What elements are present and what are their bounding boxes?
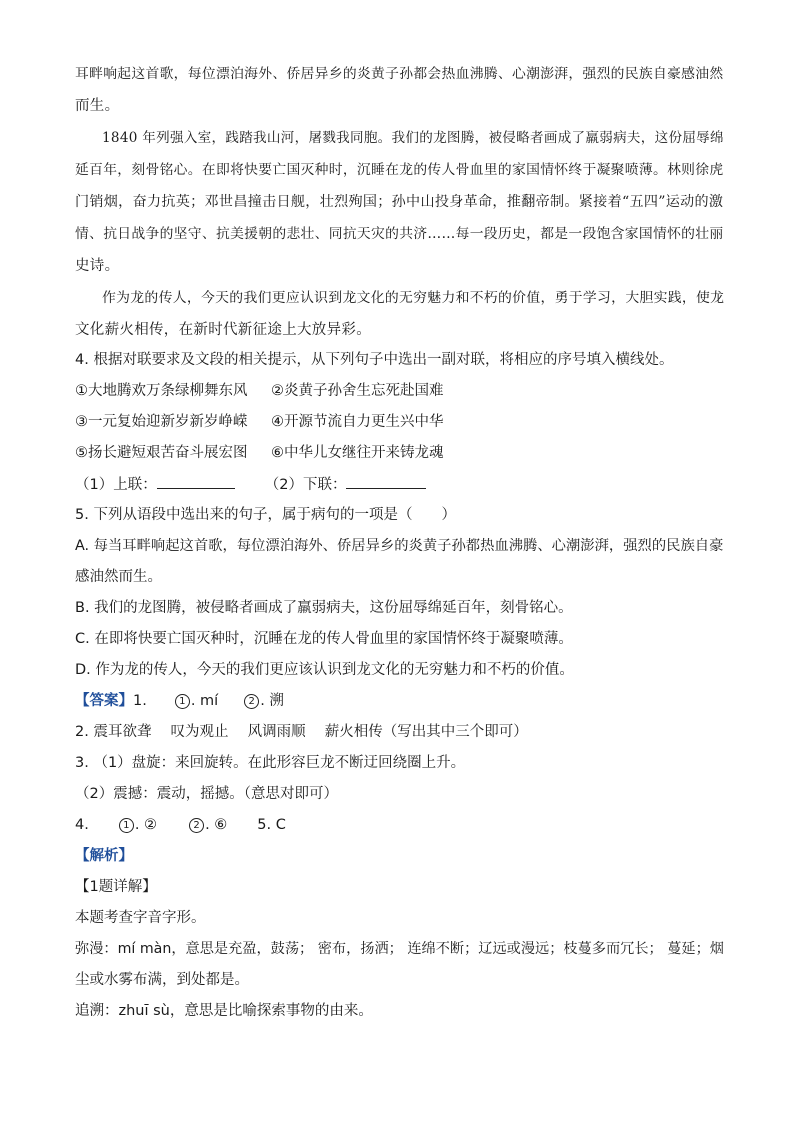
answer-line-3b: （2）震撼：震动，摇撼。（意思对即可） bbox=[75, 786, 338, 802]
q4-option-row bbox=[75, 381, 444, 401]
q4-option: ③一元复始迎新岁新岁峥嵘 bbox=[75, 414, 248, 430]
q4-option-row bbox=[75, 412, 444, 432]
lower-couplet-blank[interactable] bbox=[346, 474, 426, 489]
circled-number: 2 bbox=[189, 818, 204, 833]
passage-line: 1840 年列强入室，践踏我山河，屠戮我同胞。我们的龙图腾，被侵略者画成了羸弱病夫，这份屈辱绵 bbox=[102, 130, 724, 146]
answer-value: . ② bbox=[134, 817, 158, 833]
analysis-miman-cont: 尘或水雾布满，到处都是。 bbox=[75, 972, 249, 988]
q5-option-b: B. 我们的龙图腾，被侵略者画成了羸弱病夫，这份屈辱绵延百年，刻骨铭心。 bbox=[75, 600, 573, 616]
detail-title: 【1题详解】 bbox=[75, 879, 157, 895]
q5-option-a: A. 每当耳畔响起这首歌，每位漂泊海外、侨居异乡的炎黄子孙都热血沸腾、心潮澎湃，强烈的民族自豪 bbox=[75, 538, 724, 554]
analysis-tag: 【解析】 bbox=[75, 848, 133, 864]
question-5-stem: 5. 下列从语段中选出来的句子，属于病句的一项是（ ） bbox=[75, 507, 456, 523]
q4-option: ①大地腾欢万条绿柳舞东风 bbox=[75, 383, 248, 399]
passage-line: 耳畔响起这首歌，每位漂泊海外、侨居异乡的炎黄子孙都会热血沸腾、心潮澎湃，强烈的民族自豪感油然 bbox=[75, 66, 724, 82]
q4-option: ⑥中华儿女继往开来铸龙魂 bbox=[271, 445, 444, 461]
analysis-zhuisu: 追溯：zhuī sù，意思是比喻探索事物的由来。 bbox=[75, 1003, 373, 1019]
passage-line: 门销烟，奋力抗英；邓世昌撞击日舰，壮烈殉国；孙中山投身革命，推翻帝制。紧接着“五四”运动的激 bbox=[75, 194, 724, 210]
lower-couplet-label: （2）下联： bbox=[264, 477, 347, 493]
q5-option-a-cont: 感油然而生。 bbox=[75, 569, 162, 585]
q4-option: ④开源节流自力更生兴中华 bbox=[271, 414, 444, 430]
upper-couplet-blank[interactable] bbox=[157, 474, 235, 489]
q5-option-c: C. 在即将快要亡国灭种时，沉睡在龙的传人骨血里的家国情怀终于凝聚喷薄。 bbox=[75, 631, 573, 647]
answer-value: . mí bbox=[190, 693, 219, 709]
answer-line-1 bbox=[75, 691, 284, 711]
q4-option: ⑤扬长避短艰苦奋斗展宏图 bbox=[75, 445, 248, 461]
answer-value: . 溯 bbox=[260, 693, 284, 709]
circled-number: 1 bbox=[119, 818, 134, 833]
circled-number: 2 bbox=[244, 694, 259, 709]
answer-line-4 bbox=[75, 815, 286, 835]
passage-line: 史诗。 bbox=[75, 258, 120, 274]
upper-couplet-label: （1）上联： bbox=[75, 477, 157, 493]
answer-tag: 【答案】 bbox=[75, 693, 133, 709]
passage-line: 文化薪火相传，在新时代新征途上大放异彩。 bbox=[75, 322, 371, 338]
question-4-stem: 4. 根据对联要求及文段的相关提示，从下列句子中选出一副对联，将相应的序号填入横线处。 bbox=[75, 352, 674, 368]
passage-line: 而生。 bbox=[75, 98, 120, 114]
answer-number: 4. bbox=[75, 817, 89, 833]
circled-number: 1 bbox=[175, 694, 190, 709]
q4-answer-blanks bbox=[75, 474, 426, 495]
answer-line-3: 3. （1）盘旋：来回旋转。在此形容巨龙不断迂回绕圈上升。 bbox=[75, 755, 466, 771]
analysis-miman: 弥漫：mí màn，意思是充盈，鼓荡； 密布，扬洒； 连绵不断；辽远或漫远；枝蔓多而冗长； 蔓延；烟 bbox=[75, 941, 724, 957]
answer-number: 1. bbox=[133, 693, 147, 709]
answer-value: . ⑥ bbox=[205, 817, 228, 833]
analysis-intro: 本题考查字音字形。 bbox=[75, 910, 206, 926]
passage-line: 延百年，刻骨铭心。在即将快要亡国灭种时，沉睡在龙的传人骨血里的家国情怀终于凝聚喷薄。林则徐虎 bbox=[75, 162, 724, 178]
passage-line: 作为龙的传人，今天的我们更应认识到龙文化的无穷魅力和不朽的价值，勇于学习，大胆实践，使龙 bbox=[102, 290, 725, 306]
answer-value: 5. C bbox=[257, 817, 286, 833]
q5-option-d: D. 作为龙的传人，今天的我们更应该认识到龙文化的无穷魅力和不朽的价值。 bbox=[75, 662, 574, 678]
passage-line: 情、抗日战争的坚守、抗美援朝的悲壮、同抗天灾的共济……每一段历史，都是一段饱含家国情怀的壮丽 bbox=[75, 226, 724, 242]
answer-line-2: 2. 震耳欲聋 叹为观止 风调雨顺 薪火相传（写出其中三个即可） bbox=[75, 724, 528, 740]
q4-option-row bbox=[75, 443, 444, 463]
q4-option: ②炎黄子孙舍生忘死赴国难 bbox=[271, 383, 444, 399]
